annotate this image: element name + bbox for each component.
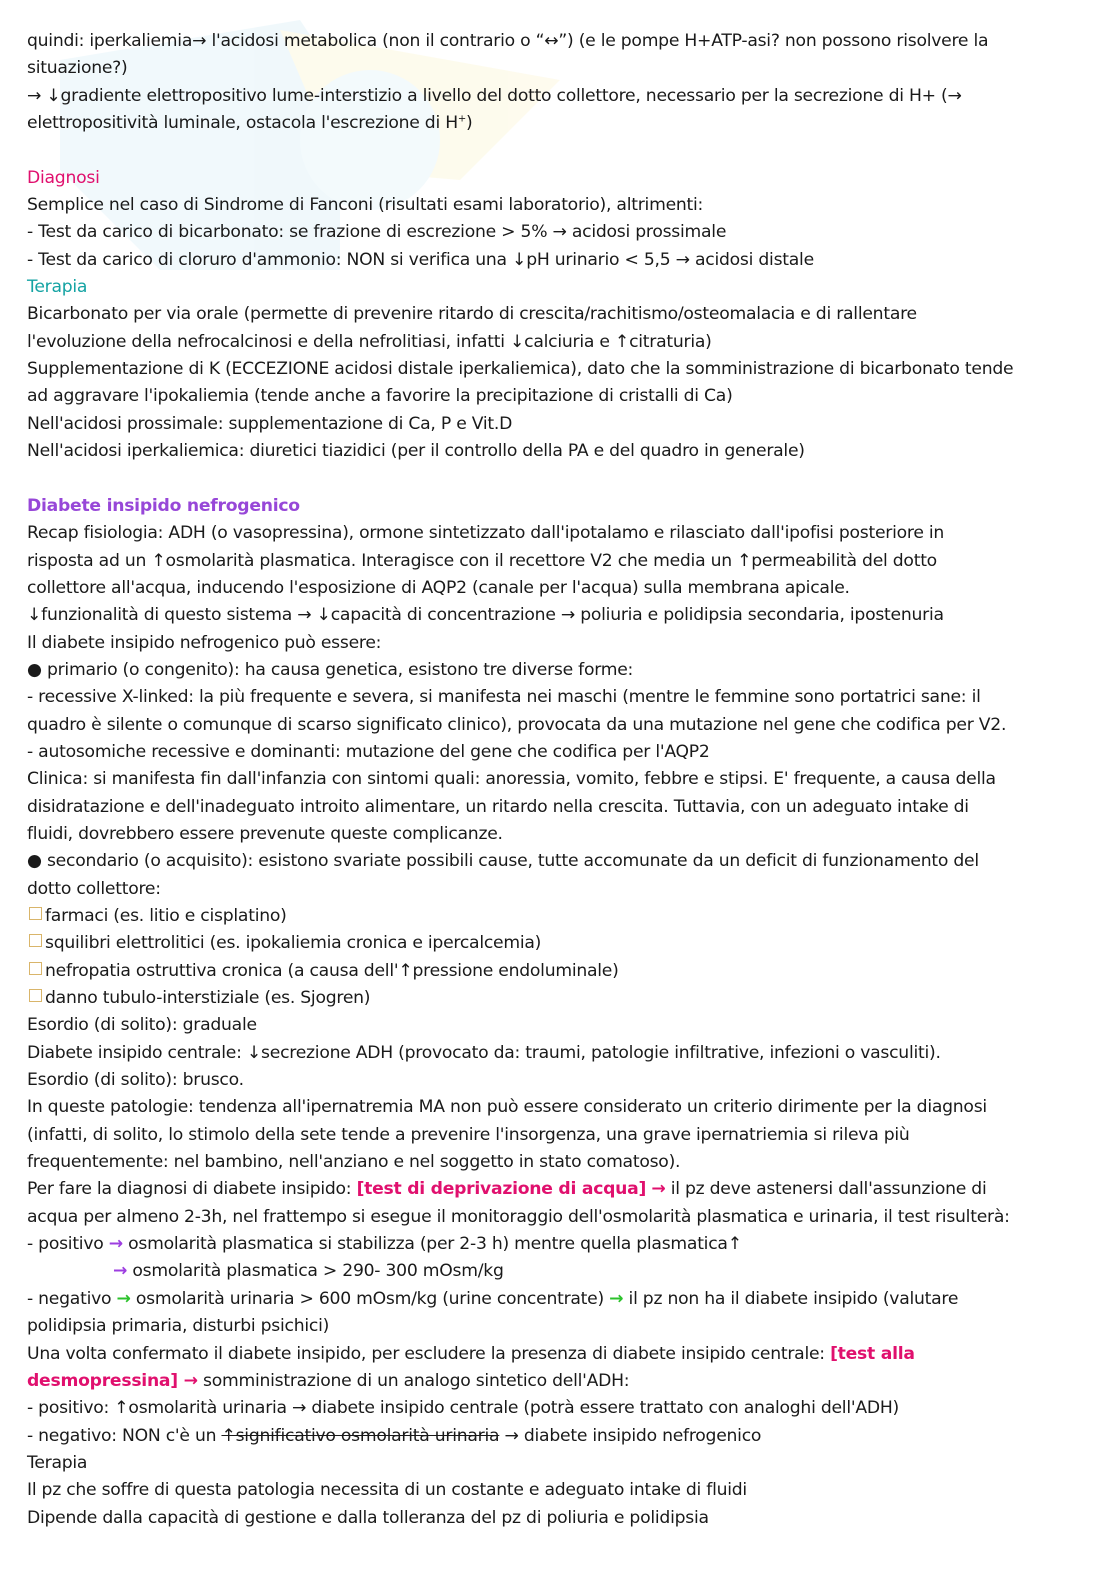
text-line: In queste patologie: tendenza all'ipernatremia MA non può essere considerato un criterio dirimente per la diagnosi — [27, 1097, 987, 1118]
list-item-text: nefropatia ostruttiva cronica (a causa dell'↑pressione endoluminale) — [45, 960, 619, 981]
square-bullet-icon — [29, 989, 42, 1002]
highlight-test-deprivazione: [test di deprivazione di acqua] — [356, 1179, 647, 1200]
text-line — [27, 110, 1092, 137]
text-line — [27, 1368, 1092, 1395]
text-span: - positivo — [27, 1234, 109, 1255]
text-line — [27, 1341, 1092, 1368]
text-line: ● primario (o congenito): ha causa genetica, esistono tre diverse forme: — [27, 659, 634, 680]
list-item-text: danno tubulo-interstiziale (es. Sjogren) — [45, 988, 371, 1009]
text-span: osmolarità plasmatica si stabilizza (per 2-3 h) mentre quella plasmatica↑ — [122, 1234, 742, 1255]
text-line: Diabete insipido centrale: ↓secrezione ADH (provocato da: traumi, patologie infiltrative, infezioni o vasculiti). — [27, 1042, 941, 1063]
text-line: Semplice nel caso di Sindrome di Fanconi (risultati esami laboratorio), altrimenti: — [27, 195, 704, 216]
arrow-icon: → — [651, 1179, 666, 1200]
text-line: ad aggravare l'ipokaliemia (tende anche a favorire la precipitazione di cristalli di Ca) — [27, 386, 733, 407]
text-span: ) — [466, 113, 473, 134]
square-bullet-icon — [29, 934, 42, 947]
text-line: frequentemente: nel bambino, nell'anziano e nel soggetto in stato comatoso). — [27, 1152, 681, 1173]
text-line: risposta ad un ↑osmolarità plasmatica. Interagisce con il recettore V2 che media un ↑permeabilità del dotto — [27, 550, 937, 571]
text-line: Recap fisiologia: ADH (o vasopressina), ormone sintetizzato dall'ipotalamo e rilasciato dall'ipofisi posteriore in — [27, 523, 945, 544]
text-span: → diabete insipido nefrogenico — [499, 1425, 762, 1446]
text-line: → ↓gradiente elettropositivo lume-interstizio a livello del dotto collettore, necessario per la secrezione di H+ (→ — [27, 85, 962, 106]
text-line: collettore all'acqua, inducendo l'esposizione di AQP2 (canale per l'acqua) sulla membrana apicale. — [27, 577, 850, 598]
text-line: Nell'acidosi prossimale: supplementazione di Ca, P e Vit.D — [27, 413, 513, 434]
text-line: - Test da carico di cloruro d'ammonio: NON si verifica una ↓pH urinario < 5,5 → acidosi distale — [27, 249, 814, 270]
text-span: elettropositività luminale, ostacola l'escrezione di H — [27, 113, 458, 134]
strikethrough-text: ↑significativo osmolarità urinaria — [221, 1425, 500, 1446]
text-line: Il pz che soffre di questa patologia necessita di un costante e adeguato intake di fluidi — [27, 1480, 747, 1501]
text-span: il pz deve astenersi dall'assunzione di — [665, 1179, 987, 1200]
text-line: Bicarbonato per via orale (permette di prevenire ritardo di crescita/rachitismo/osteomalacia e di rallentare — [27, 304, 917, 325]
square-bullet-icon — [29, 962, 42, 975]
text-line — [27, 1286, 1092, 1313]
highlight-test-desmopressina: desmopressina] → — [27, 1370, 198, 1391]
heading-diagnosi: Diagnosi — [27, 167, 100, 188]
text-line — [27, 1231, 1092, 1258]
text-line: quadro è silente o comunque di scarso significato clinico), provocata da una mutazione nel gene che codifica per V2. — [27, 714, 1007, 735]
text-line — [27, 1176, 1092, 1203]
text-line: quindi: iperkaliemia→ l'acidosi metabolica (non il contrario o “↔”) (e le pompe H+ATP-asi? non possono risolvere la — [27, 31, 989, 51]
text-line: Esordio (di solito): brusco. — [27, 1070, 244, 1091]
list-item — [27, 930, 1092, 957]
list-item-text: farmaci (es. litio e cisplatino) — [45, 906, 287, 926]
list-item — [27, 985, 1092, 1012]
arrow-icon: → — [108, 1234, 123, 1255]
arrow-icon: → — [116, 1288, 131, 1309]
text-line: acqua per almeno 2-3h, nel frattempo si esegue il monitoraggio dell'osmolarità plasmatica e urinaria, il test risulterà: — [27, 1206, 1010, 1227]
text-span: osmolarità plasmatica > 290- 300 mOsm/kg — [127, 1261, 504, 1282]
heading-diabete-insipido: Diabete insipido nefrogenico — [27, 495, 300, 516]
text-line: Esordio (di solito): graduale — [27, 1015, 257, 1036]
text-line: dotto collettore: — [27, 878, 161, 899]
text-line: fluidi, dovrebbero essere prevenute queste complicanze. — [27, 823, 503, 844]
text-span: somministrazione di un analogo sintetico dell'ADH: — [197, 1370, 630, 1391]
text-line: ↓funzionalità di questo sistema → ↓capacità di concentrazione → poliuria e polidipsia secondaria, ipostenuria — [27, 605, 944, 626]
text-line: situazione?) — [27, 58, 128, 79]
text-span: osmolarità urinaria > 600 mOsm/kg (urine concentrate) — [130, 1288, 610, 1309]
text-span: il pz non ha il diabete insipido (valutare — [623, 1288, 959, 1309]
text-line: - recessive X-linked: la più frequente e severa, si manifesta nei maschi (mentre le femmine sono portatrici sane: il — [27, 687, 981, 708]
text-line: Terapia — [27, 1452, 88, 1473]
text-span: - negativo — [27, 1288, 117, 1309]
text-span: Per fare la diagnosi di diabete insipido: — [27, 1179, 357, 1200]
text-line: - autosomiche recessive e dominanti: mutazione del gene che codifica per l'AQP2 — [27, 741, 710, 762]
square-bullet-icon — [29, 907, 42, 920]
document-body — [27, 28, 1092, 1532]
highlight-test-desmopressina: [test alla — [830, 1343, 915, 1364]
text-span: Una volta confermato il diabete insipido, per escludere la presenza di diabete insipido centrale: — [27, 1343, 831, 1364]
text-line: Supplementazione di K (ECCEZIONE acidosi distale iperkaliemica), dato che la somministrazione di bicarbonato tende — [27, 359, 1014, 380]
text-line: (infatti, di solito, lo stimolo della sete tende a prevenire l'insorgenza, una grave ipernatriemia si rileva più — [27, 1124, 910, 1145]
text-line: l'evoluzione della nefrocalcinosi e della nefrolitiasi, infatti ↓calciuria e ↑citraturia) — [27, 331, 712, 352]
text-line: Clinica: si manifesta fin dall'infanzia con sintomi quali: anoressia, vomito, febbre e stipsi. E' frequente, a causa della — [27, 769, 996, 790]
superscript: + — [457, 113, 467, 125]
text-line: Nell'acidosi iperkaliemica: diuretici tiazidici (per il controllo della PA e del quadro in generale) — [27, 441, 805, 462]
text-line: polidipsia primaria, disturbi psichici) — [27, 1316, 330, 1337]
arrow-icon: → — [609, 1288, 624, 1309]
arrow-icon: → — [113, 1261, 128, 1282]
list-item-text: squilibri elettrolitici (es. ipokaliemia cronica e ipercalcemia) — [45, 933, 542, 954]
text-line: Il diabete insipido nefrogenico può essere: — [27, 632, 382, 653]
text-line — [27, 1423, 1092, 1450]
text-line — [27, 1258, 1092, 1285]
heading-terapia: Terapia — [27, 277, 88, 298]
text-line: - Test da carico di bicarbonato: se frazione di escrezione > 5% → acidosi prossimale — [27, 222, 727, 243]
text-line: ● secondario (o acquisito): esistono svariate possibili cause, tutte accomunate da un deficit di funzionamento del — [27, 851, 979, 872]
list-item — [27, 903, 1092, 930]
text-span: - negativo: NON c'è un — [27, 1425, 222, 1446]
list-item — [27, 958, 1092, 985]
text-line: Dipende dalla capacità di gestione e dalla tolleranza del pz di poliuria e polidipsia — [27, 1507, 709, 1528]
text-line: - positivo: ↑osmolarità urinaria → diabete insipido centrale (potrà essere trattato con analoghi dell'ADH) — [27, 1398, 899, 1419]
text-line: disidratazione e dell'inadeguato introito alimentare, un ritardo nella crescita. Tuttavia, con un adeguato intake di — [27, 796, 969, 817]
